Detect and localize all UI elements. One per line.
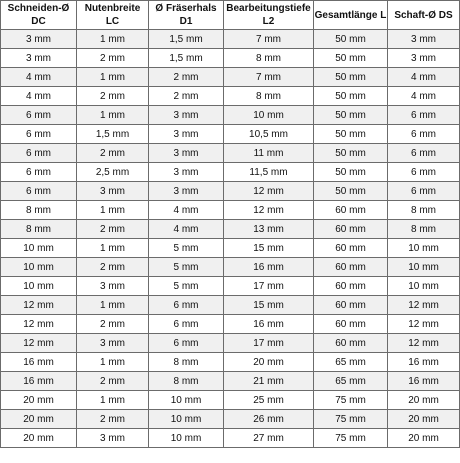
cell-cutting-diameter: 20 mm bbox=[1, 391, 77, 410]
cell-cutting-diameter: 10 mm bbox=[1, 239, 77, 258]
cell-groove-width: 1,5 mm bbox=[77, 125, 149, 144]
cell-groove-width: 1 mm bbox=[77, 391, 149, 410]
table-row bbox=[1, 372, 460, 391]
cell-neck-diameter: 3 mm bbox=[149, 106, 224, 125]
cell-shank-diameter: 4 mm bbox=[388, 87, 460, 106]
cell-shank-diameter: 10 mm bbox=[388, 277, 460, 296]
column-header-groove-width: Nutenbreite LC bbox=[77, 1, 149, 30]
cell-shank-diameter: 4 mm bbox=[388, 68, 460, 87]
cell-machining-depth: 10,5 mm bbox=[224, 125, 314, 144]
table-row bbox=[1, 106, 460, 125]
cell-cutting-diameter: 10 mm bbox=[1, 258, 77, 277]
cell-cutting-diameter: 3 mm bbox=[1, 30, 77, 49]
cell-neck-diameter: 10 mm bbox=[149, 429, 224, 448]
cell-total-length: 65 mm bbox=[314, 353, 388, 372]
cell-shank-diameter: 10 mm bbox=[388, 239, 460, 258]
cell-cutting-diameter: 8 mm bbox=[1, 220, 77, 239]
column-header-shank-diameter: Schaft-Ø DS bbox=[388, 1, 460, 30]
header-row bbox=[1, 1, 460, 30]
cell-machining-depth: 17 mm bbox=[224, 334, 314, 353]
table-row bbox=[1, 334, 460, 353]
cell-groove-width: 3 mm bbox=[77, 182, 149, 201]
table-row bbox=[1, 68, 460, 87]
cell-neck-diameter: 6 mm bbox=[149, 315, 224, 334]
cell-machining-depth: 12 mm bbox=[224, 201, 314, 220]
cell-cutting-diameter: 10 mm bbox=[1, 277, 77, 296]
cell-groove-width: 1 mm bbox=[77, 201, 149, 220]
table-row bbox=[1, 125, 460, 144]
cell-total-length: 60 mm bbox=[314, 239, 388, 258]
table-row bbox=[1, 429, 460, 448]
cell-machining-depth: 12 mm bbox=[224, 182, 314, 201]
table-row bbox=[1, 296, 460, 315]
cell-shank-diameter: 6 mm bbox=[388, 125, 460, 144]
cell-cutting-diameter: 3 mm bbox=[1, 49, 77, 68]
cell-total-length: 50 mm bbox=[314, 49, 388, 68]
cell-cutting-diameter: 6 mm bbox=[1, 144, 77, 163]
cell-groove-width: 1 mm bbox=[77, 106, 149, 125]
table-row bbox=[1, 201, 460, 220]
cell-neck-diameter: 3 mm bbox=[149, 163, 224, 182]
table-row bbox=[1, 87, 460, 106]
cell-machining-depth: 11,5 mm bbox=[224, 163, 314, 182]
cell-total-length: 60 mm bbox=[314, 296, 388, 315]
cell-neck-diameter: 3 mm bbox=[149, 125, 224, 144]
cell-machining-depth: 16 mm bbox=[224, 258, 314, 277]
table-row bbox=[1, 144, 460, 163]
cell-neck-diameter: 5 mm bbox=[149, 239, 224, 258]
cell-machining-depth: 13 mm bbox=[224, 220, 314, 239]
cell-shank-diameter: 6 mm bbox=[388, 163, 460, 182]
cell-cutting-diameter: 6 mm bbox=[1, 106, 77, 125]
cell-machining-depth: 20 mm bbox=[224, 353, 314, 372]
cell-groove-width: 1 mm bbox=[77, 296, 149, 315]
cell-machining-depth: 15 mm bbox=[224, 239, 314, 258]
table-row bbox=[1, 182, 460, 201]
cell-shank-diameter: 6 mm bbox=[388, 182, 460, 201]
cell-groove-width: 1 mm bbox=[77, 239, 149, 258]
table-row bbox=[1, 410, 460, 429]
cell-total-length: 60 mm bbox=[314, 258, 388, 277]
cell-neck-diameter: 3 mm bbox=[149, 182, 224, 201]
cell-machining-depth: 11 mm bbox=[224, 144, 314, 163]
cell-shank-diameter: 6 mm bbox=[388, 144, 460, 163]
cell-total-length: 75 mm bbox=[314, 429, 388, 448]
cell-machining-depth: 7 mm bbox=[224, 30, 314, 49]
table-row bbox=[1, 391, 460, 410]
cell-groove-width: 2 mm bbox=[77, 410, 149, 429]
cell-machining-depth: 26 mm bbox=[224, 410, 314, 429]
table-row bbox=[1, 258, 460, 277]
cell-shank-diameter: 3 mm bbox=[388, 30, 460, 49]
cell-total-length: 60 mm bbox=[314, 201, 388, 220]
cell-shank-diameter: 6 mm bbox=[388, 106, 460, 125]
cell-cutting-diameter: 16 mm bbox=[1, 372, 77, 391]
cell-cutting-diameter: 12 mm bbox=[1, 315, 77, 334]
table-row bbox=[1, 30, 460, 49]
cell-shank-diameter: 20 mm bbox=[388, 391, 460, 410]
cell-machining-depth: 16 mm bbox=[224, 315, 314, 334]
cell-total-length: 50 mm bbox=[314, 163, 388, 182]
cell-shank-diameter: 16 mm bbox=[388, 353, 460, 372]
cell-cutting-diameter: 20 mm bbox=[1, 410, 77, 429]
cell-total-length: 60 mm bbox=[314, 220, 388, 239]
cell-machining-depth: 17 mm bbox=[224, 277, 314, 296]
table-row bbox=[1, 315, 460, 334]
cell-total-length: 60 mm bbox=[314, 334, 388, 353]
cell-neck-diameter: 2 mm bbox=[149, 68, 224, 87]
cell-total-length: 50 mm bbox=[314, 30, 388, 49]
column-header-machining-depth: Bearbeitungstiefe L2 bbox=[224, 1, 314, 30]
cell-groove-width: 1 mm bbox=[77, 353, 149, 372]
cell-neck-diameter: 3 mm bbox=[149, 144, 224, 163]
column-header-cutting-diameter: Schneiden-Ø DC bbox=[1, 1, 77, 30]
cell-shank-diameter: 3 mm bbox=[388, 49, 460, 68]
table-body bbox=[1, 30, 460, 448]
cell-machining-depth: 25 mm bbox=[224, 391, 314, 410]
cell-cutting-diameter: 16 mm bbox=[1, 353, 77, 372]
cell-neck-diameter: 10 mm bbox=[149, 391, 224, 410]
cell-cutting-diameter: 6 mm bbox=[1, 125, 77, 144]
cell-total-length: 50 mm bbox=[314, 144, 388, 163]
cell-neck-diameter: 2 mm bbox=[149, 87, 224, 106]
cell-groove-width: 3 mm bbox=[77, 334, 149, 353]
cell-groove-width: 2 mm bbox=[77, 144, 149, 163]
cell-total-length: 50 mm bbox=[314, 125, 388, 144]
cell-machining-depth: 7 mm bbox=[224, 68, 314, 87]
cell-groove-width: 2 mm bbox=[77, 220, 149, 239]
cell-cutting-diameter: 6 mm bbox=[1, 182, 77, 201]
cell-cutting-diameter: 12 mm bbox=[1, 296, 77, 315]
cell-shank-diameter: 10 mm bbox=[388, 258, 460, 277]
cell-shank-diameter: 8 mm bbox=[388, 220, 460, 239]
cell-groove-width: 2 mm bbox=[77, 87, 149, 106]
cell-shank-diameter: 12 mm bbox=[388, 334, 460, 353]
table-row bbox=[1, 353, 460, 372]
cell-neck-diameter: 6 mm bbox=[149, 296, 224, 315]
cell-neck-diameter: 6 mm bbox=[149, 334, 224, 353]
cell-machining-depth: 15 mm bbox=[224, 296, 314, 315]
cell-total-length: 75 mm bbox=[314, 410, 388, 429]
table-header bbox=[1, 1, 460, 30]
cell-groove-width: 1 mm bbox=[77, 30, 149, 49]
cell-neck-diameter: 1,5 mm bbox=[149, 30, 224, 49]
cell-groove-width: 3 mm bbox=[77, 429, 149, 448]
cell-machining-depth: 10 mm bbox=[224, 106, 314, 125]
cell-cutting-diameter: 12 mm bbox=[1, 334, 77, 353]
cell-cutting-diameter: 20 mm bbox=[1, 429, 77, 448]
cell-cutting-diameter: 8 mm bbox=[1, 201, 77, 220]
cell-shank-diameter: 12 mm bbox=[388, 296, 460, 315]
cell-neck-diameter: 8 mm bbox=[149, 372, 224, 391]
cell-machining-depth: 27 mm bbox=[224, 429, 314, 448]
cell-total-length: 50 mm bbox=[314, 68, 388, 87]
cell-groove-width: 2 mm bbox=[77, 372, 149, 391]
cell-groove-width: 2,5 mm bbox=[77, 163, 149, 182]
cell-machining-depth: 21 mm bbox=[224, 372, 314, 391]
cell-total-length: 75 mm bbox=[314, 391, 388, 410]
table-row bbox=[1, 49, 460, 68]
cell-groove-width: 2 mm bbox=[77, 258, 149, 277]
cell-machining-depth: 8 mm bbox=[224, 49, 314, 68]
cell-neck-diameter: 4 mm bbox=[149, 201, 224, 220]
cell-total-length: 50 mm bbox=[314, 87, 388, 106]
cell-neck-diameter: 4 mm bbox=[149, 220, 224, 239]
cell-shank-diameter: 12 mm bbox=[388, 315, 460, 334]
table-row bbox=[1, 220, 460, 239]
cell-total-length: 50 mm bbox=[314, 182, 388, 201]
cell-shank-diameter: 16 mm bbox=[388, 372, 460, 391]
cell-total-length: 50 mm bbox=[314, 106, 388, 125]
cell-total-length: 65 mm bbox=[314, 372, 388, 391]
cell-groove-width: 1 mm bbox=[77, 68, 149, 87]
cell-shank-diameter: 20 mm bbox=[388, 429, 460, 448]
table-row bbox=[1, 163, 460, 182]
column-header-total-length: Gesamtlänge L bbox=[314, 1, 388, 30]
table-row bbox=[1, 239, 460, 258]
cell-neck-diameter: 8 mm bbox=[149, 353, 224, 372]
cell-cutting-diameter: 6 mm bbox=[1, 163, 77, 182]
cell-groove-width: 2 mm bbox=[77, 49, 149, 68]
cell-cutting-diameter: 4 mm bbox=[1, 68, 77, 87]
cell-shank-diameter: 8 mm bbox=[388, 201, 460, 220]
cell-shank-diameter: 20 mm bbox=[388, 410, 460, 429]
table-row bbox=[1, 277, 460, 296]
cell-neck-diameter: 5 mm bbox=[149, 277, 224, 296]
cell-groove-width: 3 mm bbox=[77, 277, 149, 296]
column-header-neck-diameter: Ø Fräserhals D1 bbox=[149, 1, 224, 30]
cell-neck-diameter: 5 mm bbox=[149, 258, 224, 277]
cell-cutting-diameter: 4 mm bbox=[1, 87, 77, 106]
cell-total-length: 60 mm bbox=[314, 277, 388, 296]
cell-total-length: 60 mm bbox=[314, 315, 388, 334]
cell-neck-diameter: 1,5 mm bbox=[149, 49, 224, 68]
cell-machining-depth: 8 mm bbox=[224, 87, 314, 106]
cell-neck-diameter: 10 mm bbox=[149, 410, 224, 429]
cell-groove-width: 2 mm bbox=[77, 315, 149, 334]
